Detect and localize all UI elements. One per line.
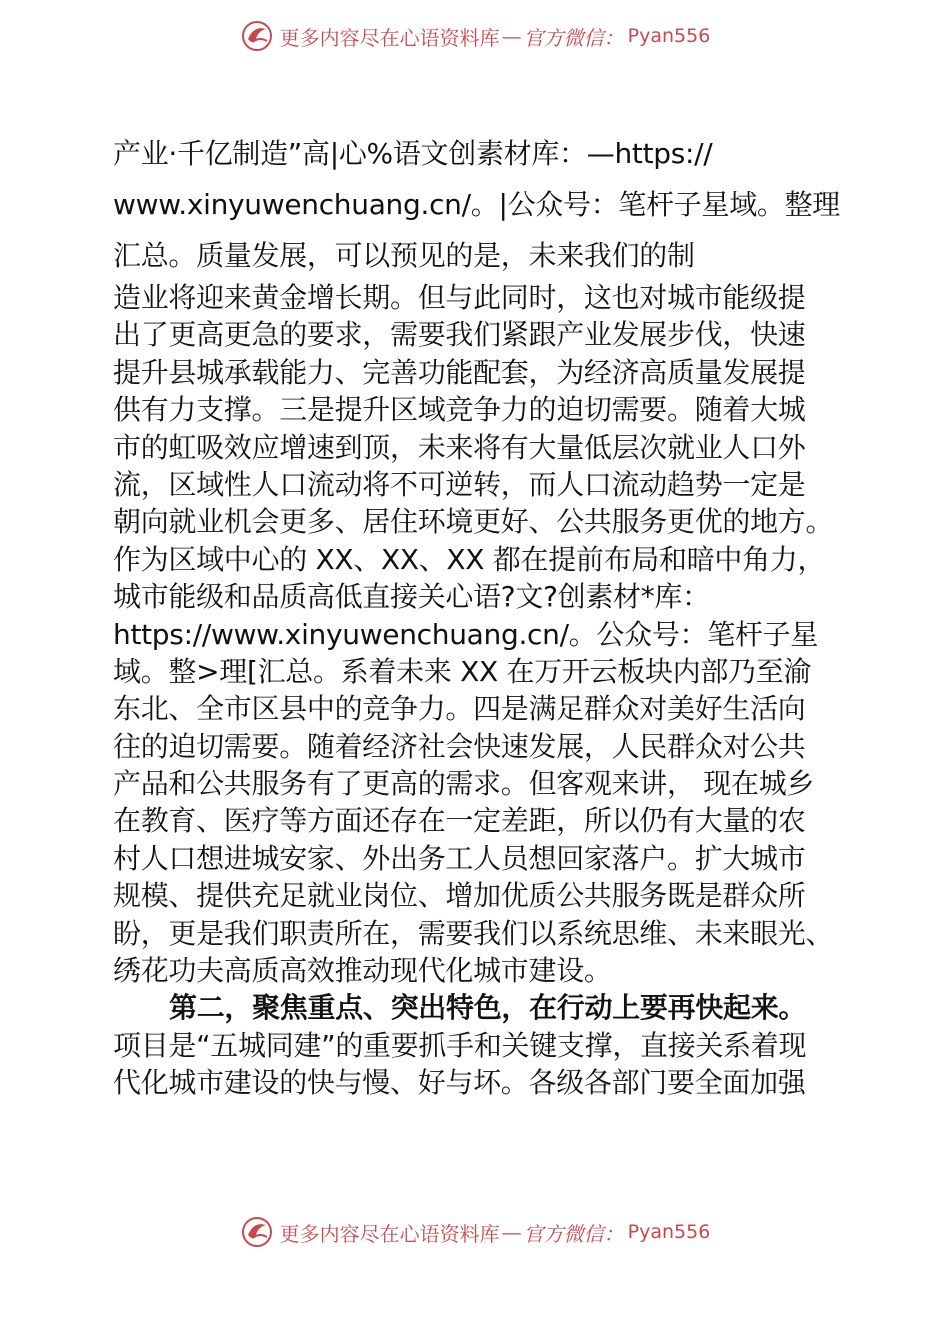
text-line: 作为区域中心的 XX、XX、XX 都在提前布局和暗中角力，	[113, 542, 826, 576]
text-line: 东北、全市区县中的竞争力。四是满足群众对美好生活向	[113, 692, 806, 726]
text-line: 流，区域性人口流动将不可逆转，而人口流动趋势一定是	[113, 467, 806, 501]
wechat-id: Pyan556	[627, 1221, 711, 1243]
text-line: 产品和公共服务有了更高的需求。但客观来讲， 现在城乡	[113, 767, 815, 801]
text-line: www.xinyuwenchuang.cn/。|公众号：笔杆子星域。整理	[113, 188, 840, 221]
text-line: 村人口想进城安家、外出务工人员想回家落户。扩大城市	[113, 841, 806, 875]
text-line: 域。整>理[汇总。系着未来 XX 在万开云板块内部乃至渝	[113, 654, 812, 688]
text-line: 城市能级和品质高低直接关心语?文?创素材*库：	[113, 580, 710, 614]
document-body	[113, 128, 858, 1102]
text-line: 项目是“五城同建”的重要抓手和关键支撑，直接关系着现	[113, 1028, 807, 1062]
watermark-text: 更多内容尽在心语资料库	[279, 25, 500, 50]
text-line: 在教育、医疗等方面还存在一定差距，所以仍有大量的农	[113, 804, 806, 838]
text-line: 出了更高更急的要求，需要我们紧跟产业发展步伐，快速	[113, 318, 806, 352]
text-line: 规模、提供充足就业岗位、增加优质公共服务既是群众所	[113, 879, 806, 913]
wechat-id: Pyan556	[627, 25, 711, 47]
text-line: 往的迫切需要。随着经济社会快速发展，人民群众对公共	[113, 729, 806, 763]
section-heading: 第二，聚焦重点、突出特色，在行动上要再快起来。	[169, 991, 807, 1025]
text-line: 产业·千亿制造”高|心%语文创素材库：—https://	[113, 137, 713, 170]
text-line: 汇总。质量发展，可以预见的是，未来我们的制	[113, 239, 695, 272]
text-line: 造业将迎来黄金增长期。但与此同时，这也对城市能级提	[113, 281, 806, 314]
text-line: 市的虹吸效应增速到顶，未来将有大量低层次就业人口外	[113, 430, 806, 464]
watermark-separator: —	[501, 1220, 522, 1244]
watermark-separator: —	[501, 24, 522, 48]
footer-watermark	[0, 1212, 950, 1252]
header-watermark	[0, 16, 950, 56]
text-line: 代化城市建设的快与慢、好与坏。各级各部门要全面加强	[113, 1066, 806, 1100]
text-line: 供有力支撑。三是提升区域竞争力的迫切需要。随着大城	[113, 393, 806, 427]
wechat-label: 官方微信：	[523, 1221, 624, 1246]
text-line: https://www.xinyuwenchuang.cn/。公众号：笔杆子星	[113, 617, 819, 651]
watermark-text: 更多内容尽在心语资料库	[279, 1221, 500, 1246]
logo-icon	[240, 1215, 274, 1249]
text-line: 朝向就业机会更多、居住环境更好、公共服务更优的地方。	[113, 505, 834, 539]
wechat-label: 官方微信：	[523, 25, 624, 50]
paragraph-intro	[113, 128, 858, 281]
text-line: 绣花功夫高质高效推动现代化城市建设。	[113, 954, 612, 988]
text-line: 盼，更是我们职责所在，需要我们以系统思维、未来眼光、	[113, 916, 834, 950]
paragraph-body	[113, 279, 858, 1102]
logo-icon	[240, 19, 274, 53]
text-line: 提升县城承载能力、完善功能配套，为经济高质量发展提	[113, 355, 806, 389]
